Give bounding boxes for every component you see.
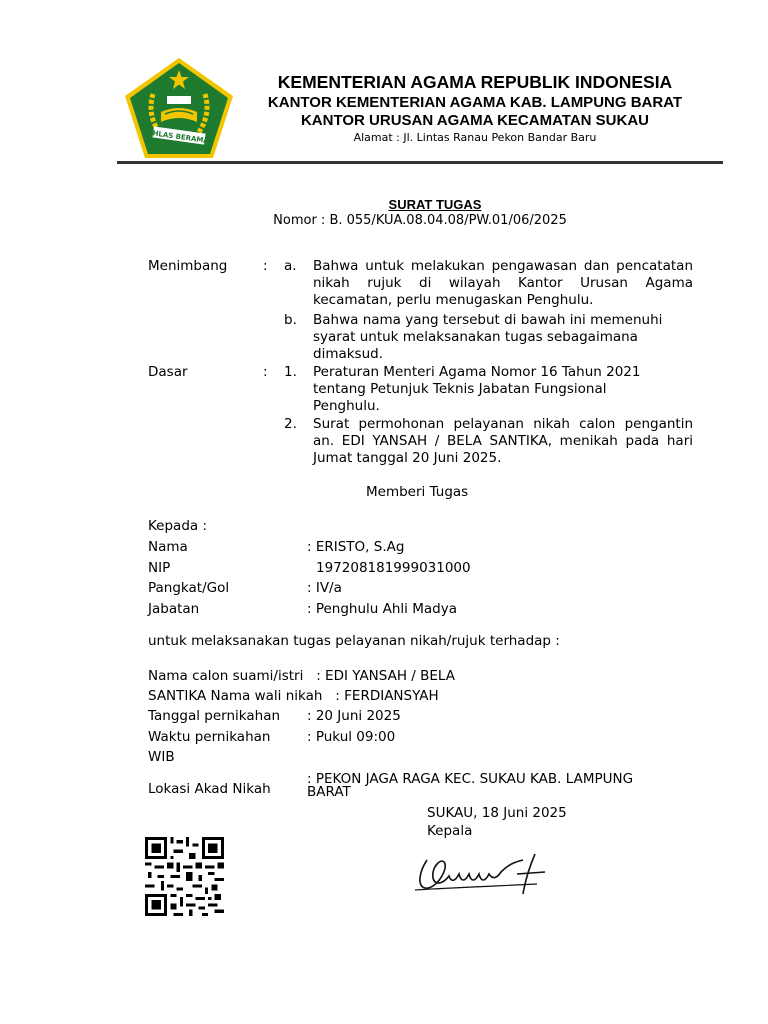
lokasi-value-line-1: : PEKON JAGA RAGA KEC. SUKAU KAB. LAMPUNG bbox=[307, 771, 634, 787]
office-address: Alamat : Jl. Lintas Ranau Pekon Bandar Baru bbox=[353, 131, 597, 144]
kepada-label: Kepada : bbox=[148, 518, 208, 534]
menimbang-a-marker: a. bbox=[284, 258, 297, 274]
dasar-label: Dasar bbox=[148, 364, 188, 380]
memberi-tugas-heading: Memberi Tugas bbox=[366, 484, 469, 500]
qr-code bbox=[145, 837, 224, 916]
pangkat-label: Pangkat/Gol bbox=[148, 580, 230, 596]
signer-position: Kepala bbox=[427, 823, 473, 839]
pangkat-value: : IV/a bbox=[307, 580, 342, 596]
menimbang-b-text: Bahwa nama yang tersebut di bawah ini memenuhi syarat untuk melaksanakan tugas sebagaimana dimaksud. bbox=[313, 312, 663, 362]
signature-image bbox=[405, 842, 555, 912]
waktu-value: : Pukul 09:00 bbox=[307, 729, 396, 745]
kemenag-logo bbox=[123, 56, 235, 160]
menimbang-b-marker: b. bbox=[284, 312, 297, 328]
waktu-label: Waktu pernikahan bbox=[148, 729, 271, 745]
tanggal-label: Tanggal pernikahan bbox=[148, 708, 281, 724]
waktu-suffix: WIB bbox=[148, 749, 175, 765]
place-date: SUKAU, 18 Juni 2025 bbox=[427, 805, 567, 821]
ministry-title: KEMENTERIAN AGAMA REPUBLIK INDONESIA bbox=[277, 72, 673, 92]
dasar-2-text: Surat permohonan pelayanan nikah calon pengantin an. EDI YANSAH / BELA SANTIKA, menikah pada hari Jumat tanggal 20 Juni 2025. bbox=[313, 416, 693, 466]
letterhead-divider bbox=[117, 161, 723, 164]
dasar-1-marker: 1. bbox=[284, 364, 297, 380]
menimbang-a-text: Bahwa untuk melakukan pengawasan dan pencatatan nikah rujuk di wilayah Kantor Urusan Agama kecamatan, perlu menugaskan Penghulu. bbox=[313, 258, 693, 308]
dasar-1-text: Peraturan Menteri Agama Nomor 16 Tahun 2021 tentang Petunjuk Teknis Jabatan Fungsional Penghulu. bbox=[313, 364, 641, 414]
calon-line-1: Nama calon suami/istri : EDI YANSAH / BELA bbox=[148, 668, 455, 684]
office-title: KANTOR KEMENTERIAN AGAMA KAB. LAMPUNG BARAT bbox=[267, 94, 683, 111]
logo-motto: IKHLAS BERAMAL bbox=[144, 128, 214, 146]
nip-label: NIP bbox=[148, 560, 171, 576]
calon-line-2: SANTIKA Nama wali nikah : FERDIANSYAH bbox=[148, 688, 439, 704]
dasar-2-marker: 2. bbox=[284, 416, 297, 432]
nama-label: Nama bbox=[148, 539, 188, 555]
tanggal-value: : 20 Juni 2025 bbox=[307, 708, 401, 724]
jabatan-value: : Penghulu Ahli Madya bbox=[307, 601, 457, 617]
nip-value: 197208181999031000 bbox=[316, 560, 471, 576]
jabatan-label: Jabatan bbox=[148, 601, 200, 617]
dasar-colon: : bbox=[263, 364, 268, 380]
lokasi-label: Lokasi Akad Nikah bbox=[148, 781, 271, 797]
document-title: SURAT TUGAS bbox=[388, 197, 482, 212]
document-number: Nomor : B. 055/KUA.08.04.08/PW.01/06/2025 bbox=[273, 213, 567, 228]
menimbang-colon: : bbox=[263, 258, 268, 274]
purpose-text: untuk melaksanakan tugas pelayanan nikah/rujuk terhadap : bbox=[148, 633, 560, 649]
lokasi-value-line-2: BARAT bbox=[307, 784, 351, 800]
menimbang-label: Menimbang bbox=[148, 258, 228, 274]
nama-value: : ERISTO, S.Ag bbox=[307, 539, 405, 555]
kua-title: KANTOR URUSAN AGAMA KECAMATAN SUKAU bbox=[300, 112, 650, 129]
